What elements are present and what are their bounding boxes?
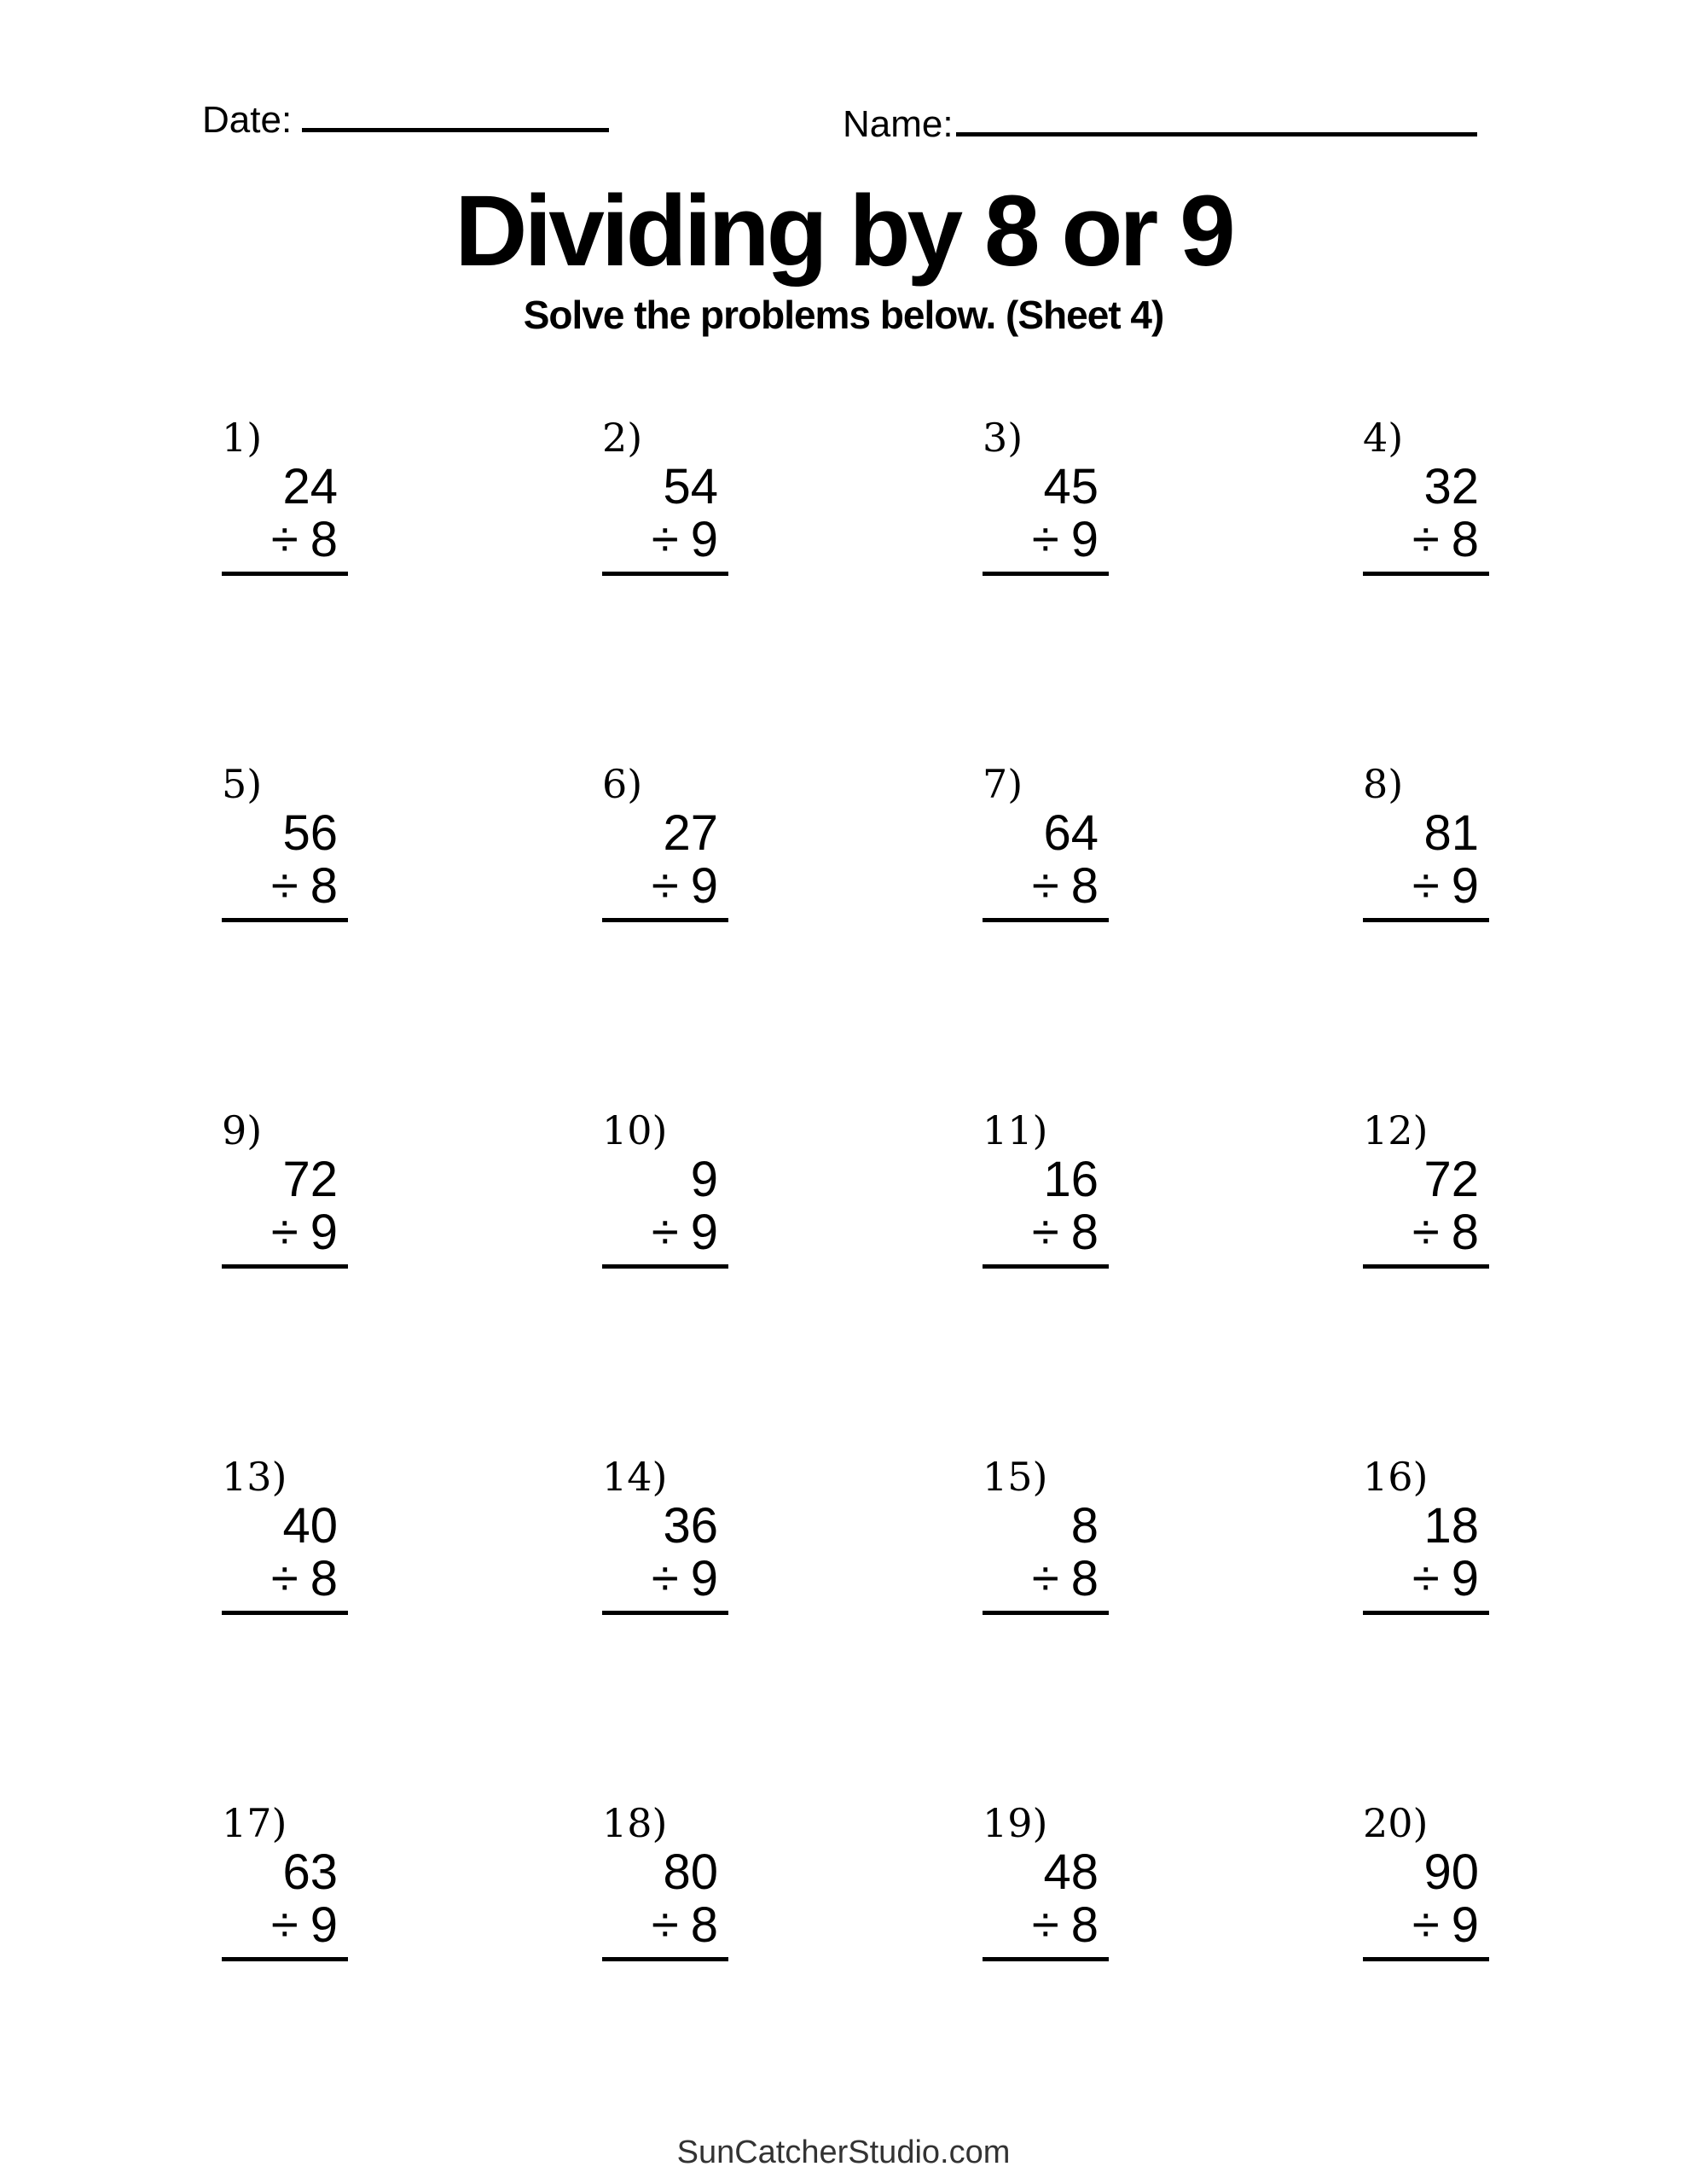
- divide-sign-icon: ÷: [1412, 858, 1440, 914]
- divide-sign-icon: ÷: [270, 512, 299, 567]
- divisor-row: [983, 1899, 1099, 1952]
- dividend-value: 63: [282, 1844, 338, 1900]
- worksheet-title: Dividing by 8 or 9: [455, 175, 1232, 288]
- problem-cell: [983, 761, 1363, 1111]
- divide-sign-icon: ÷: [1412, 1551, 1440, 1606]
- divisor-row: [1363, 1206, 1479, 1259]
- divisor-row: [1363, 514, 1479, 566]
- problem-cell: [602, 761, 983, 1111]
- divisor-value: 9: [310, 1897, 338, 1953]
- divisor-value: 9: [690, 858, 718, 914]
- problem-number-label: 4): [1363, 415, 1404, 461]
- divisor-value: 8: [1070, 1897, 1099, 1953]
- divisor-row: [602, 1206, 718, 1259]
- divide-sign-icon: ÷: [1412, 1897, 1440, 1953]
- dividend-value: 81: [1423, 805, 1479, 861]
- problem-stack: [983, 1500, 1109, 1615]
- date-field: [202, 99, 609, 142]
- divisor-row: [222, 860, 338, 913]
- problem-number-label: 8): [1363, 761, 1404, 807]
- problem-stack: [1363, 1500, 1489, 1615]
- problem-number-label: 16): [1363, 1454, 1429, 1500]
- problem-cell: [602, 1454, 983, 1804]
- problem-number-label: 12): [1363, 1107, 1429, 1153]
- divisor-value: 8: [690, 1897, 718, 1953]
- divisor-value: 9: [690, 512, 718, 567]
- problem-stack: [983, 1153, 1109, 1269]
- problem-stack: [602, 1153, 728, 1269]
- name-label: Name:: [843, 103, 954, 145]
- divide-sign-icon: ÷: [270, 1551, 299, 1606]
- divide-sign-icon: ÷: [651, 1205, 679, 1260]
- problem-stack: [222, 807, 348, 922]
- divisor-row: [983, 1553, 1099, 1606]
- divisor-row: [983, 1206, 1099, 1259]
- problem-number-label: 13): [222, 1454, 287, 1500]
- problem-cell: [983, 415, 1363, 764]
- problem-number-label: 2): [602, 415, 643, 461]
- problem-stack: [222, 1846, 348, 1961]
- divide-sign-icon: ÷: [1031, 1205, 1059, 1260]
- problem-number-label: 5): [222, 761, 263, 807]
- dividend-value: 54: [663, 459, 718, 514]
- divide-sign-icon: ÷: [651, 858, 679, 914]
- dividend-value: 18: [1423, 1498, 1479, 1554]
- problem-cell: [222, 1454, 602, 1804]
- problem-cell: [983, 1107, 1363, 1457]
- problem-cell: [983, 1800, 1363, 2150]
- divisor-row: [983, 860, 1099, 913]
- dividend-value: 8: [1070, 1498, 1099, 1554]
- problem-stack: [602, 807, 728, 922]
- divide-sign-icon: ÷: [651, 1897, 679, 1953]
- divide-sign-icon: ÷: [651, 1551, 679, 1606]
- dividend-value: 72: [1423, 1152, 1479, 1207]
- divisor-value: 9: [1451, 1897, 1479, 1953]
- problem-number-label: 6): [602, 761, 643, 807]
- problem-cell: [222, 761, 602, 1111]
- problem-cell: [602, 1107, 983, 1457]
- divisor-row: [222, 1553, 338, 1606]
- divide-sign-icon: ÷: [651, 512, 679, 567]
- problem-cell: [1363, 415, 1687, 764]
- divisor-value: 8: [310, 1551, 338, 1606]
- divide-sign-icon: ÷: [270, 1897, 299, 1953]
- dividend-value: 32: [1423, 459, 1479, 514]
- problem-stack: [602, 1846, 728, 1961]
- divide-sign-icon: ÷: [1412, 1205, 1440, 1260]
- problem-stack: [983, 1846, 1109, 1961]
- dividend-value: 64: [1043, 805, 1099, 861]
- problem-stack: [602, 461, 728, 576]
- dividend-value: 40: [282, 1498, 338, 1554]
- problem-number-label: 1): [222, 415, 263, 461]
- divide-sign-icon: ÷: [1031, 1897, 1059, 1953]
- problem-number-label: 14): [602, 1454, 668, 1500]
- divisor-row: [1363, 1553, 1479, 1606]
- dividend-value: 16: [1043, 1152, 1099, 1207]
- problem-stack: [222, 1500, 348, 1615]
- divisor-value: 8: [310, 858, 338, 914]
- problem-stack: [983, 461, 1109, 576]
- problem-stack: [1363, 461, 1489, 576]
- worksheet-subtitle: Solve the problems below. (Sheet 4): [523, 293, 1164, 337]
- divisor-value: 8: [1070, 858, 1099, 914]
- divisor-value: 9: [690, 1551, 718, 1606]
- divide-sign-icon: ÷: [270, 1205, 299, 1260]
- problem-number-label: 11): [983, 1107, 1048, 1153]
- divisor-row: [602, 1899, 718, 1952]
- dividend-value: 36: [663, 1498, 718, 1554]
- problem-number-label: 20): [1363, 1800, 1429, 1846]
- problem-cell: [222, 1800, 602, 2150]
- dividend-value: 80: [663, 1844, 718, 1900]
- problem-cell: [983, 1454, 1363, 1804]
- divide-sign-icon: ÷: [1031, 1551, 1059, 1606]
- problem-cell: [1363, 761, 1687, 1111]
- divisor-value: 8: [1070, 1551, 1099, 1606]
- divisor-value: 8: [310, 512, 338, 567]
- dividend-value: 56: [282, 805, 338, 861]
- name-field: [843, 103, 1477, 146]
- problem-cell: [602, 1800, 983, 2150]
- problem-cell: [1363, 1107, 1687, 1457]
- divisor-value: 9: [310, 1205, 338, 1260]
- problem-number-label: 19): [983, 1800, 1048, 1846]
- name-blank-line: [956, 131, 1477, 136]
- problem-cell: [222, 1107, 602, 1457]
- divisor-value: 9: [1070, 512, 1099, 567]
- divisor-value: 9: [1451, 1551, 1479, 1606]
- problem-number-label: 18): [602, 1800, 668, 1846]
- divisor-row: [983, 514, 1099, 566]
- problem-stack: [1363, 807, 1489, 922]
- problem-stack: [602, 1500, 728, 1615]
- divisor-row: [602, 514, 718, 566]
- divide-sign-icon: ÷: [1031, 512, 1059, 567]
- dividend-value: 24: [282, 459, 338, 514]
- divisor-row: [1363, 1899, 1479, 1952]
- problem-number-label: 3): [983, 415, 1023, 461]
- problem-stack: [983, 807, 1109, 922]
- dividend-value: 9: [690, 1152, 718, 1207]
- divisor-value: 8: [1070, 1205, 1099, 1260]
- divide-sign-icon: ÷: [1412, 512, 1440, 567]
- divisor-value: 9: [690, 1205, 718, 1260]
- divisor-row: [222, 514, 338, 566]
- divisor-row: [602, 860, 718, 913]
- divide-sign-icon: ÷: [1031, 858, 1059, 914]
- problem-number-label: 10): [602, 1107, 668, 1153]
- problem-cell: [1363, 1800, 1687, 2150]
- problem-number-label: 15): [983, 1454, 1048, 1500]
- divide-sign-icon: ÷: [270, 858, 299, 914]
- problem-number-label: 9): [222, 1107, 263, 1153]
- divisor-value: 9: [1451, 858, 1479, 914]
- problem-stack: [1363, 1153, 1489, 1269]
- problem-cell: [602, 415, 983, 764]
- dividend-value: 72: [282, 1152, 338, 1207]
- dividend-value: 48: [1043, 1844, 1099, 1900]
- problem-cell: [1363, 1454, 1687, 1804]
- dividend-value: 27: [663, 805, 718, 861]
- divisor-value: 8: [1451, 512, 1479, 567]
- problem-stack: [222, 461, 348, 576]
- problem-cell: [222, 415, 602, 764]
- date-label: Date:: [202, 99, 293, 141]
- divisor-row: [602, 1553, 718, 1606]
- divisor-row: [222, 1899, 338, 1952]
- date-blank-line: [302, 127, 609, 132]
- problems-grid: [222, 415, 1687, 2150]
- problem-stack: [222, 1153, 348, 1269]
- divisor-row: [1363, 860, 1479, 913]
- divisor-row: [222, 1206, 338, 1259]
- dividend-value: 90: [1423, 1844, 1479, 1900]
- footer-credit: SunCatcherStudio.com: [676, 2135, 1011, 2170]
- problem-number-label: 7): [983, 761, 1023, 807]
- divisor-value: 8: [1451, 1205, 1479, 1260]
- dividend-value: 45: [1043, 459, 1099, 514]
- problem-stack: [1363, 1846, 1489, 1961]
- problem-number-label: 17): [222, 1800, 287, 1846]
